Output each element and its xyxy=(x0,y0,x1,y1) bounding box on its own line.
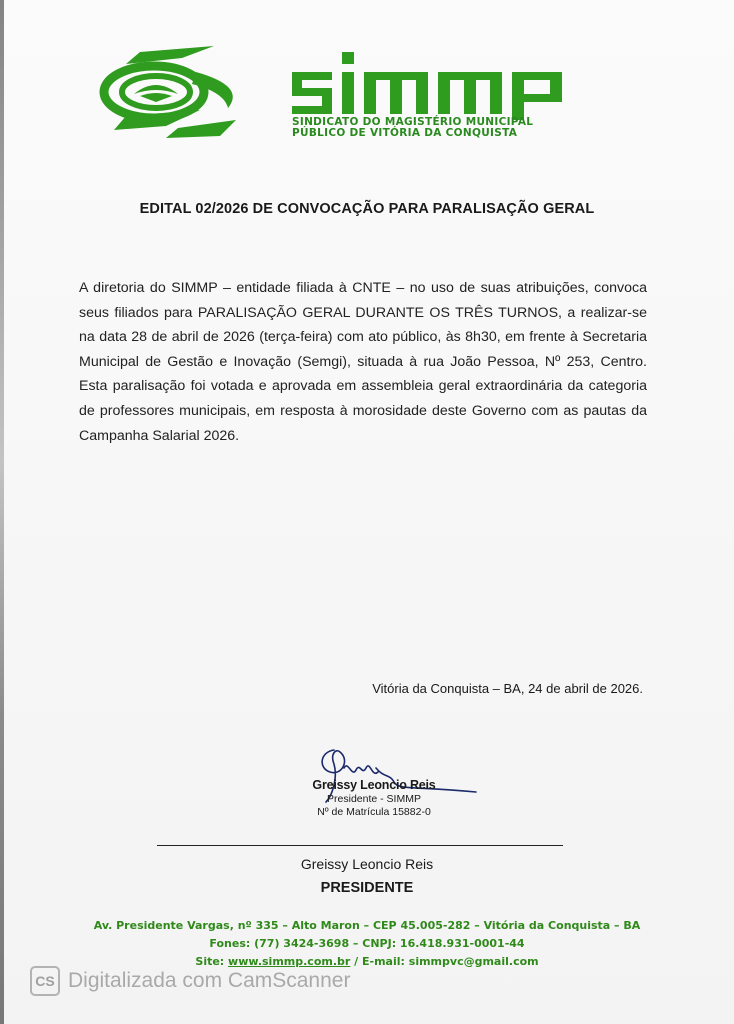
camscanner-watermark xyxy=(30,966,350,996)
place-and-date: Vitória da Conquista – BA, 24 de abril de 2026. xyxy=(372,681,643,696)
union-name-line2: PÚBLICO DE VITÓRIA DA CONQUISTA xyxy=(292,127,518,139)
body-paragraph: A diretoria do SIMMP – entidade filiada à CNTE – no uso de suas atribuições, convoca seus filiados para PARALISAÇÃO GERAL DURANTE OS TRÊS TURNOS, a realizar-se na data 28 de abril de 2026 (terça-feira) com ato público, às 8h30, em frente à Secretaria Municipal de Gestão e Inovação (Semgi), situada à rua João Pessoa, Nº 253, Centro. Esta paralisação foi votada e aprovada em assembleia geral extraordinária da categoria de professores municipais, em resposta à morosidade deste Governo com as pautas da Campanha Salarial 2026. xyxy=(79,280,647,444)
signature-stamp xyxy=(294,778,454,818)
footer-address: Av. Presidente Vargas, nº 335 – Alto Maron – CEP 45.005-282 – Vitória da Conquista – BA xyxy=(93,919,641,932)
stamp-name: Greissy Leoncio Reis xyxy=(312,778,436,792)
footer-phones: Fones: (77) 3424-3698 – CNPJ: 16.418.931-0001-44 xyxy=(209,937,525,950)
watermark-text: Digitalizada com CamScanner xyxy=(68,969,351,992)
stamp-role: Presidente - SIMMP xyxy=(327,793,421,805)
footer-email-label: / E-mail: xyxy=(354,955,405,968)
signature-line xyxy=(157,845,563,846)
document-title: EDITAL 02/2026 DE CONVOCAÇÃO PARA PARALISAÇÃO GERAL xyxy=(139,201,595,217)
simmp-wordmark-logo xyxy=(288,37,618,120)
stamp-registration: Nº de Matrícula 15882-0 xyxy=(317,806,431,818)
camscanner-icon: CS xyxy=(30,966,60,996)
footer-site-label: Site: xyxy=(195,955,225,968)
footer-site-link[interactable]: www.simmp.com.br xyxy=(228,955,351,968)
union-name-line1: SINDICATO DO MAGISTÉRIO MUNICIPAL xyxy=(292,116,534,128)
union-emblem-logo xyxy=(96,46,248,138)
footer-email[interactable]: simmpvc@gmail.com xyxy=(408,955,539,968)
signer-title: PRESIDENTE xyxy=(320,880,414,896)
signer-name: Greissy Leoncio Reis xyxy=(300,856,434,872)
document-body xyxy=(79,276,647,448)
logo-text: SIMMP xyxy=(288,37,341,54)
